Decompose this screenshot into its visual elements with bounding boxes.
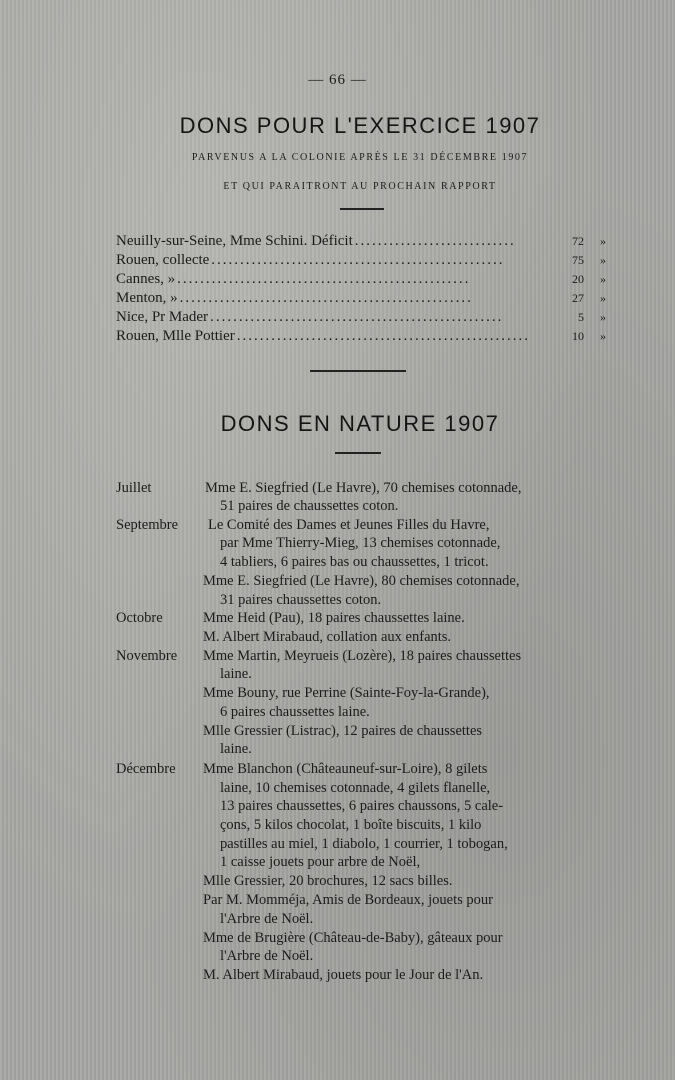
ditto-mark: » [600, 329, 606, 343]
ledger-label: Cannes, » [116, 271, 176, 287]
donation-line: Mme E. Siegfried (Le Havre), 80 chemises cotonnade, [203, 573, 520, 589]
section-title-nature: DONS EN NATURE 1907 [220, 411, 500, 436]
donation-line: çons, 5 kilos chocolat, 1 boîte biscuits, 1 kilo [220, 817, 482, 833]
ledger-label: Nice, Pr Mader [116, 309, 209, 325]
donation-line: laine. [220, 666, 252, 682]
donation-line: Le Comité des Dames et Jeunes Filles du Havre, [208, 517, 490, 533]
donation-line: pastilles au miel, 1 diabolo, 1 courrier, 1 tobogan, [220, 836, 508, 852]
donation-line: Mlle Gressier, 20 brochures, 12 sacs billes. [203, 873, 453, 889]
donation-line: Mme Martin, Meyrueis (Lozère), 18 paires chaussettes [203, 648, 522, 664]
donation-line: par Mme Thierry-Mieg, 13 chemises cotonnade, [220, 535, 501, 551]
ledger-row [116, 290, 606, 309]
month-label: Octobre [116, 610, 163, 626]
ledger-amount: 20 [572, 272, 584, 286]
ledger-amount: 27 [572, 291, 584, 305]
ledger-label: Menton, » [116, 290, 178, 306]
short-divider [335, 452, 381, 454]
month-label: Septembre [116, 517, 179, 533]
donation-line: l'Arbre de Noël. [220, 948, 314, 964]
leader-dots: ................................................... [210, 309, 504, 325]
section-title-exercice: DONS POUR L'EXERCICE 1907 [179, 113, 541, 138]
ditto-mark: » [600, 272, 606, 286]
leader-dots: ............................ [354, 233, 516, 249]
ledger-amount: 72 [572, 234, 584, 248]
donation-line: Mme E. Siegfried (Le Havre), 70 chemises cotonnade, [205, 480, 522, 496]
leader-dots: ................................................... [179, 290, 473, 306]
ditto-mark: » [600, 310, 606, 324]
donation-line: Par M. Momméja, Amis de Bordeaux, jouets pour [203, 892, 493, 908]
donation-line: 1 caisse jouets pour arbre de Noël, [220, 854, 421, 870]
leader-dots: ................................................... [211, 252, 505, 268]
donation-line: 31 paires chaussettes coton. [220, 592, 382, 608]
month-label: Décembre [116, 761, 176, 777]
page-number: — 66 — [308, 72, 367, 88]
ledger-row [116, 328, 606, 347]
short-divider [340, 208, 384, 210]
ditto-mark: » [600, 253, 606, 267]
month-label: Juillet [116, 480, 152, 496]
section-divider [310, 370, 406, 372]
ledger-row [116, 309, 606, 328]
donation-line: laine. [220, 741, 252, 757]
donation-line: M. Albert Mirabaud, jouets pour le Jour de l'An. [203, 967, 484, 983]
donation-line: Mme Heid (Pau), 18 paires chaussettes laine. [203, 610, 465, 626]
month-label: Novembre [116, 648, 178, 664]
ledger-row [116, 271, 606, 290]
ledger-row [116, 252, 606, 271]
ledger-amount: 75 [572, 253, 584, 267]
donation-line: 4 tabliers, 6 paires bas ou chaussettes, 1 tricot. [220, 554, 489, 570]
leader-dots: ................................................... [177, 271, 471, 287]
ditto-mark: » [600, 234, 606, 248]
section-subtitle-2: ET QUI PARAITRONT AU PROCHAIN RAPPORT [223, 181, 497, 192]
donation-line: Mme Bouny, rue Perrine (Sainte-Foy-la-Grande), [203, 685, 490, 701]
donation-line: 13 paires chaussettes, 6 paires chaussons, 5 cale- [220, 798, 504, 814]
donation-line: Mlle Gressier (Listrac), 12 paires de chaussettes [203, 723, 483, 739]
donation-line: Mme Blanchon (Châteauneuf-sur-Loire), 8 gilets [203, 761, 488, 777]
ledger-label: Rouen, Mlle Pottier [116, 328, 235, 344]
ditto-mark: » [600, 291, 606, 305]
donation-line: Mme de Brugière (Château-de-Baby), gâteaux pour [203, 930, 503, 946]
section-subtitle-1: PARVENUS A LA COLONIE APRÈS LE 31 DÉCEMBRE 1907 [191, 152, 529, 163]
ledger-amount: 5 [578, 310, 584, 324]
donation-line: laine, 10 chemises cotonnade, 4 gilets flanelle, [220, 780, 491, 796]
ledger-label: Neuilly-sur-Seine, Mme Schini. Déficit [116, 233, 353, 249]
donation-line: 6 paires chaussettes laine. [220, 704, 370, 720]
donation-line: M. Albert Mirabaud, collation aux enfants. [203, 629, 452, 645]
ledger-row [116, 233, 606, 252]
ledger-label: Rouen, collecte [116, 252, 210, 268]
donation-line: 51 paires de chaussettes coton. [220, 498, 399, 514]
ledger-amount: 10 [572, 329, 584, 343]
leader-dots: ................................................... [236, 328, 530, 344]
donation-line: l'Arbre de Noël. [220, 911, 314, 927]
